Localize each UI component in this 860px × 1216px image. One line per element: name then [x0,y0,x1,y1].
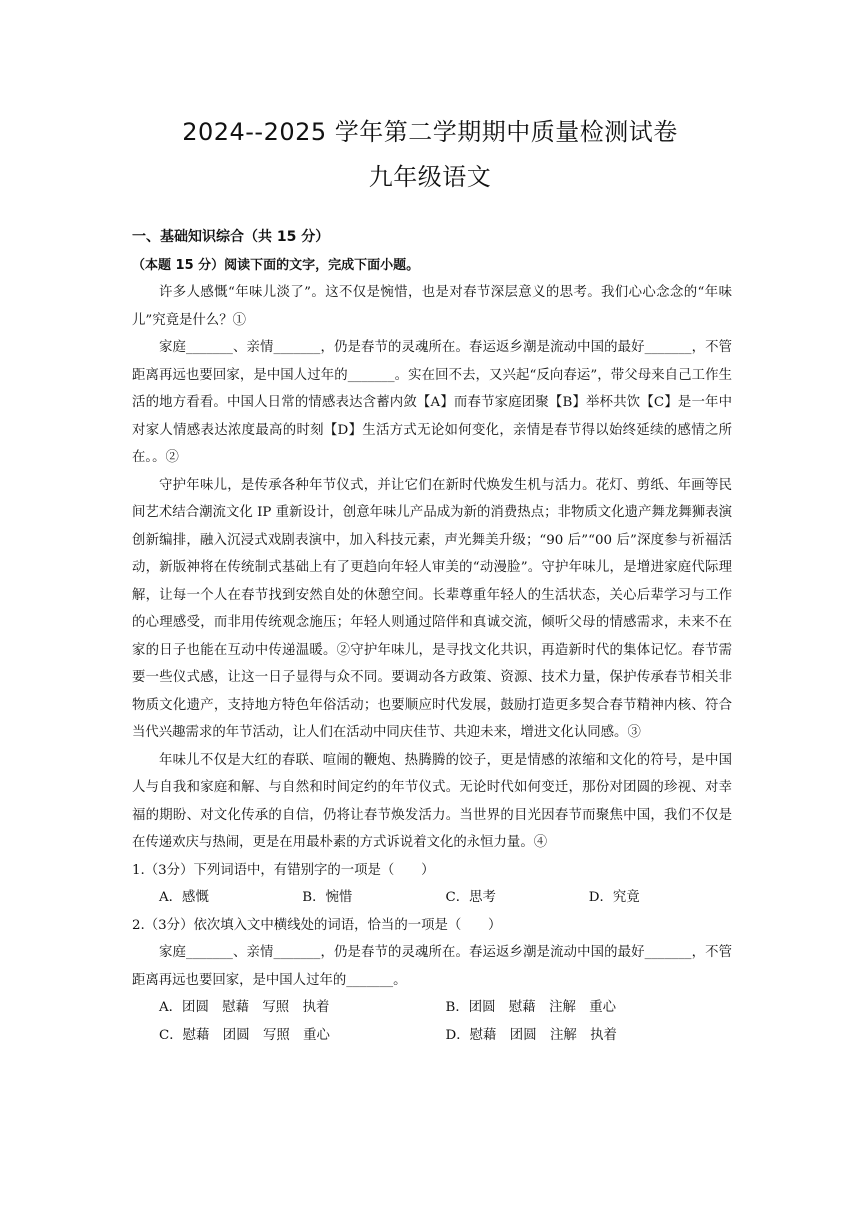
option-b: B．团圆 慰藉 注解 重心 [445,1000,617,1015]
passage-paragraph-2: 家庭_______、亲情_______，仍是春节的灵魂所在。春运返乡潮是流动中国的最好_______，不管距离再远也要回家，是中国人过年的_______。实在回不去，又兴起“反向春运”，带父母来自己工作生活的地方看看。中国人日常的情感表达含蓄内敛【A】而春节家庭团聚【B】举杯共饮【C】是一年中对家人情感表达浓度最高的时刻【D】生活方式无论如何变化，亲情是春节得以始终延续的感情之所在。。② [132,340,732,465]
option-d: D．究竟 [588,890,640,905]
passage-paragraph-4: 年味儿不仅是大红的春联、喧闹的鞭炮、热腾腾的饺子，更是情感的浓缩和文化的符号，是中国人与自我和家庭和解、与自然和时间定约的年节仪式。无论时代如何变迁，那份对团圆的珍视、对幸福的期盼、对文化传承的自信，仍将让春节焕发活力。当世界的目光因春节而聚焦中国，我们不仅是在传递欢庆与热闹，更是在用最朴素的方式诉说着文化的永恒力量。④ [132,752,732,850]
passage-paragraph-1: 许多人感慨“年味儿淡了”。这不仅是惋惜，也是对春节深层意义的思考。我们心心念念的“年味儿”究竟是什么？① [132,285,732,328]
option-c: C．慰藉 团圆 写照 重心 [159,1027,330,1043]
question-2-stem: 2.（3分）依次填入文中横线处的词语，恰当的一项是（ ） [132,917,502,933]
question-1-options [132,884,732,912]
passage-paragraph-3: 守护年味儿，是传承各种年节仪式，并让它们在新时代焕发生机与活力。花灯、剪纸、年画等民间艺术结合潮流文化 IP 重新设计，创意年味儿产品成为新的消费热点；非物质文化遗产舞龙舞狮表演创新编排，融入沉浸式戏剧表演中，加入科技元素，声光舞美升级；“90 后”“00 后”深度参与祈福活动，新版神将在传统制式基础上有了更趋向年轻人审美的“动漫脸”。守护年味儿，是增进家庭代际理解，让每一个人在春节找到安然自处的休憩空间。长辈尊重年轻人的生活状态，关心后辈学习与工作的心理感受，而非用传统观念施压；年轻人则通过陪伴和真诚交流，倾听父母的情感需求，未来不在家的日子也能在互动中传递温暖。②守护年味儿，是寻找文化共识，再造新时代的集体记忆。春节需要一些仪式感，让这一日子显得与众不同。要调动各方政策、资源、技术力量，保护传承春节相关非物质文化遗产，支持地方特色年俗活动；也要顺应时代发展，鼓励打造更多契合春节精神内核、符合当代兴趣需求的年节活动，让人们在活动中同庆佳节、共迎未来，增进文化认同感。③ [132,477,732,740]
option-d: D．慰藉 团圆 注解 执着 [445,1027,617,1043]
reading-instruction: （本题 15 分）阅读下面的文字，完成下面小题。 [132,257,420,273]
exam-content [132,224,732,1049]
option-a: A．团圆 慰藉 写照 执着 [159,1000,330,1015]
option-a: A．感慨 [159,890,209,905]
question-2-options-row-2 [132,1022,732,1050]
option-b: B．惋惜 [302,890,353,905]
section-heading: 一、基础知识综合（共 15 分） [132,229,330,245]
question-1-stem: 1.（3分）下列词语中，有错别字的一项是（ ） [132,862,435,878]
exam-title: 2024--2025 学年第二学期期中质量检测试卷 [182,118,678,146]
question-2-passage: 家庭_______、亲情_______，仍是春节的灵魂所在。春运返乡潮是流动中国的最好_______，不管距离再远也要回家，是中国人过年的_______。 [132,945,732,988]
option-c: C．思考 [445,890,496,905]
question-2-options-row-1 [132,994,732,1022]
exam-subtitle: 九年级语文 [368,163,492,191]
